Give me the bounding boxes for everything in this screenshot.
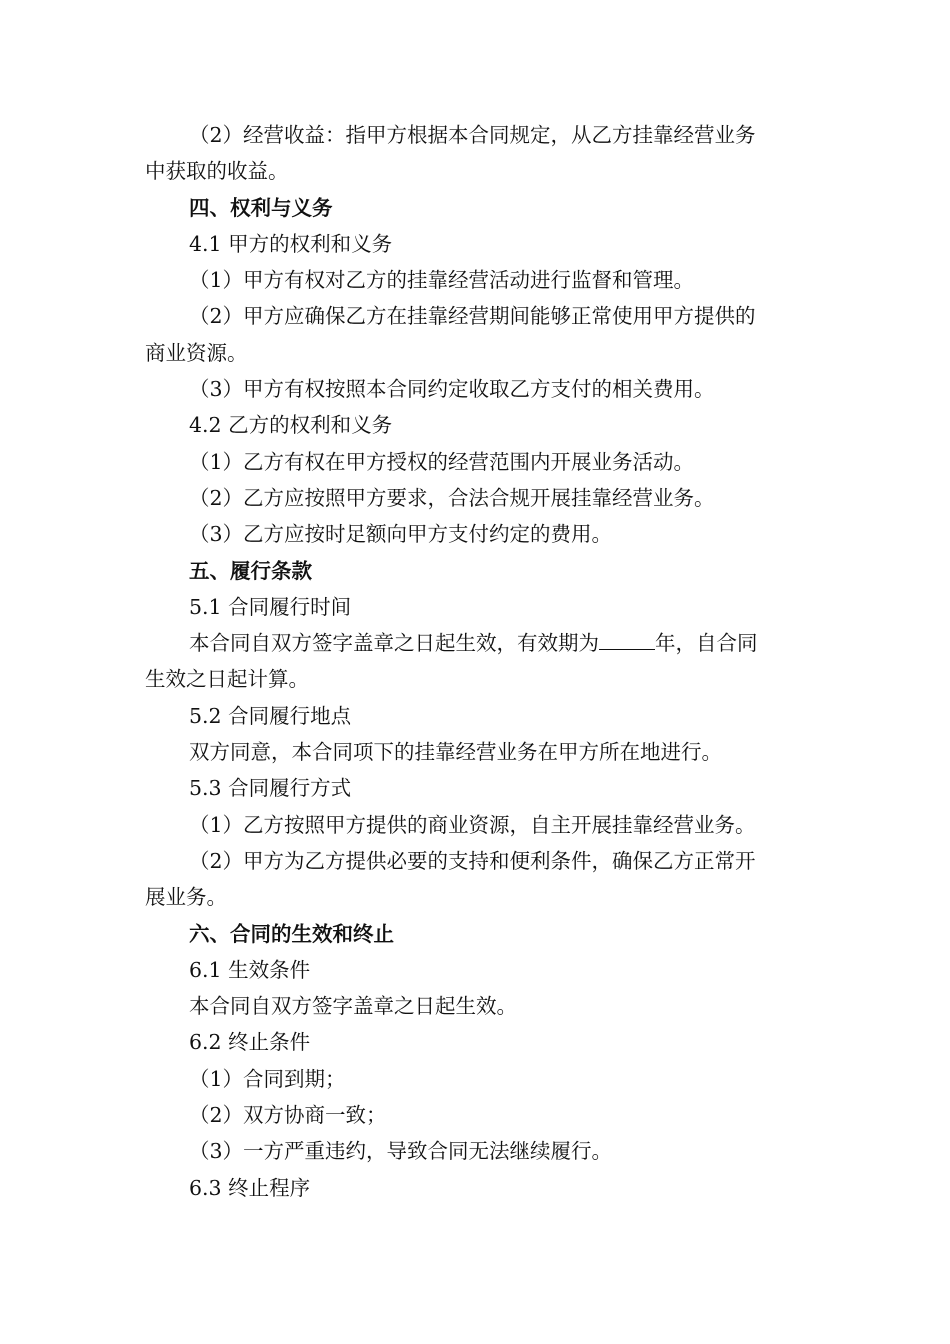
paragraph-line: （2）甲方为乙方提供必要的支持和便利条件，确保乙方正常开 [189, 848, 756, 873]
paragraph-line: （2）甲方应确保乙方在挂靠经营期间能够正常使用甲方提供的 [189, 304, 756, 329]
fill-in-blank [599, 627, 655, 650]
subsection-heading: 6.1 生效条件 [189, 957, 311, 982]
section-heading: 四、权利与义务 [189, 195, 333, 220]
paragraph-text: 本合同自双方签字盖章之日起生效，有效期为 [189, 631, 599, 656]
subsection-heading: 4.1 甲方的权利和义务 [189, 231, 393, 256]
paragraph-line: 生效之日起计算。 [145, 667, 309, 692]
paragraph-line: （1）乙方有权在甲方授权的经营范围内开展业务活动。 [189, 449, 695, 474]
paragraph-line: （2）双方协商一致； [189, 1103, 387, 1128]
paragraph-line: 商业资源。 [145, 340, 248, 365]
paragraph-line: （2）经营收益：指甲方根据本合同规定，从乙方挂靠经营业务 [189, 123, 756, 147]
paragraph-line: （1）乙方按照甲方提供的商业资源，自主开展挂靠经营业务。 [189, 812, 756, 837]
document-page [145, 117, 810, 1206]
paragraph-line [145, 625, 810, 661]
paragraph-line: 中获取的收益。 [145, 159, 289, 184]
paragraph-line: （1）甲方有权对乙方的挂靠经营活动进行监督和管理。 [189, 268, 695, 293]
subsection-heading: 5.1 合同履行时间 [189, 594, 352, 619]
subsection-heading: 6.3 终止程序 [189, 1175, 311, 1200]
paragraph-line: （3）甲方有权按照本合同约定收取乙方支付的相关费用。 [189, 377, 715, 402]
paragraph-text: 年，自合同 [655, 631, 758, 656]
subsection-heading: 5.2 合同履行地点 [189, 703, 352, 728]
subsection-heading: 4.2 乙方的权利和义务 [189, 413, 393, 438]
paragraph-line: （2）乙方应按照甲方要求，合法合规开展挂靠经营业务。 [189, 485, 715, 510]
paragraph-line: 双方同意，本合同项下的挂靠经营业务在甲方所在地进行。 [189, 740, 722, 765]
paragraph-line: （1）合同到期； [189, 1066, 346, 1091]
paragraph-line: 展业务。 [145, 885, 227, 910]
subsection-heading: 6.2 终止条件 [189, 1030, 311, 1055]
paragraph-line: （3）乙方应按时足额向甲方支付约定的费用。 [189, 522, 613, 547]
paragraph-line: （3）一方严重违约，导致合同无法继续履行。 [189, 1139, 613, 1164]
subsection-heading: 5.3 合同履行方式 [189, 776, 352, 801]
section-heading: 六、合同的生效和终止 [189, 921, 394, 946]
paragraph-line: 本合同自双方签字盖章之日起生效。 [189, 994, 517, 1019]
section-heading: 五、履行条款 [189, 558, 312, 583]
